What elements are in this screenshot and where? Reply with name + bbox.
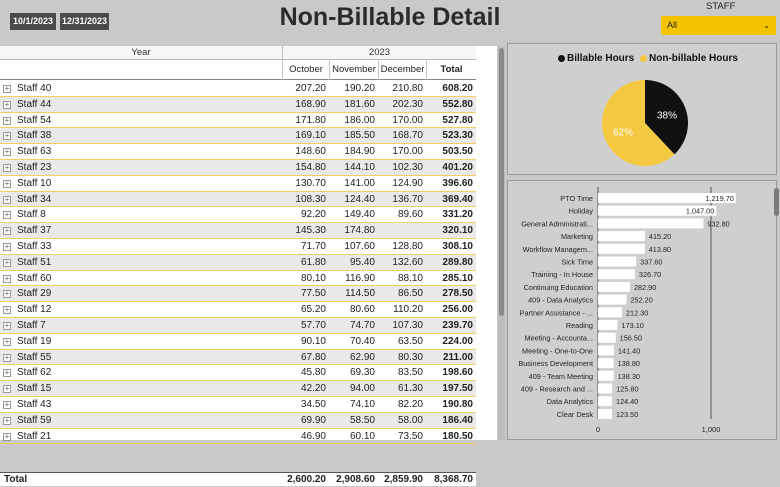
matrix-header-row-1 — [0, 46, 476, 60]
page-title: Non-Billable Detail — [279, 3, 501, 31]
x-tick-label: 1,000 — [701, 425, 721, 434]
expand-icon[interactable]: + — [4, 131, 10, 141]
table-row[interactable] — [0, 223, 476, 239]
cell-total: 401.20 — [442, 161, 473, 173]
cell-december: 132.60 — [392, 256, 423, 268]
cell-november: 184.90 — [344, 146, 375, 158]
bar[interactable] — [598, 244, 645, 254]
table-row[interactable] — [0, 429, 476, 445]
table-row[interactable] — [0, 334, 476, 350]
expand-icon[interactable]: + — [4, 352, 10, 362]
cell-november: 69.30 — [349, 367, 375, 379]
expand-icon[interactable]: + — [4, 273, 10, 283]
cell-december: 170.00 — [392, 146, 423, 158]
expand-icon[interactable]: + — [4, 368, 10, 378]
staff-name: Staff 15 — [17, 383, 52, 395]
data-label: 123.50 — [615, 409, 639, 419]
matrix-rows — [0, 81, 476, 444]
cell-total: 278.50 — [442, 288, 473, 300]
staff-name: Staff 21 — [17, 430, 52, 442]
expand-icon[interactable]: + — [4, 210, 10, 220]
matrix-scrollbar-thumb[interactable] — [499, 48, 504, 316]
cell-total: 331.20 — [442, 209, 473, 221]
cell-total: 239.70 — [442, 319, 473, 331]
column-header-year[interactable]: 2023 — [282, 46, 476, 60]
pie-slice-label-0: 38% — [656, 110, 677, 122]
expand-icon[interactable]: + — [4, 226, 10, 236]
expand-icon[interactable]: + — [4, 178, 10, 188]
column-header-november[interactable]: November — [329, 60, 378, 80]
cell-total: 552.80 — [442, 98, 473, 110]
staff-name: Staff 10 — [17, 177, 52, 189]
table-row[interactable] — [0, 144, 476, 160]
table-row[interactable] — [0, 350, 476, 366]
cell-october: 46.90 — [300, 430, 326, 442]
cell-november: 141.00 — [344, 177, 375, 189]
cell-december: 128.80 — [392, 240, 423, 252]
cell-december: 61.30 — [397, 383, 423, 395]
cell-total: 285.10 — [442, 272, 473, 284]
cell-november: 107.60 — [344, 240, 375, 252]
table-row[interactable] — [0, 365, 476, 381]
column-header-december[interactable]: December — [378, 60, 426, 80]
expand-icon[interactable]: + — [4, 162, 10, 172]
table-row[interactable] — [0, 176, 476, 192]
category-label: Workflow Managem... — [522, 244, 593, 254]
cell-total: 186.40 — [442, 414, 473, 426]
cell-december: 170.00 — [392, 114, 423, 126]
cell-total: 320.10 — [442, 225, 473, 237]
expand-icon[interactable]: + — [4, 99, 10, 109]
expand-icon[interactable]: + — [4, 384, 10, 394]
cell-december: 83.50 — [397, 367, 423, 379]
cell-november: 190.20 — [344, 83, 375, 94]
cell-october: 61.80 — [300, 256, 326, 268]
staff-name: Staff 23 — [17, 161, 52, 173]
cell-total: 256.00 — [442, 304, 473, 316]
table-row[interactable] — [0, 302, 476, 318]
cell-november: 94.00 — [349, 383, 375, 395]
cell-total: 308.10 — [442, 240, 473, 252]
cell-october: 42.20 — [300, 383, 326, 395]
category-label: Reading — [565, 321, 593, 330]
category-label: Clear Desk — [556, 409, 593, 419]
table-row[interactable] — [0, 286, 476, 302]
category-label: Marketing — [560, 232, 593, 242]
category-label: 409 - Research and ... — [520, 384, 593, 394]
table-row[interactable] — [0, 192, 476, 208]
category-label: 409 - Team Meeting — [528, 371, 593, 381]
nonbillable-bar-chart — [508, 181, 778, 441]
cell-november: 74.70 — [349, 319, 375, 331]
staff-name: Staff 37 — [17, 225, 52, 237]
billable-pie-panel — [507, 43, 777, 175]
data-label: 141.40 — [617, 346, 641, 356]
pie-slice-label-1: 62% — [613, 127, 634, 139]
cell-total: 190.80 — [442, 398, 473, 410]
staff-name: Staff 40 — [17, 83, 52, 94]
cell-november: 114.50 — [345, 288, 375, 300]
staff-name: Staff 38 — [17, 130, 52, 142]
table-row[interactable] — [0, 255, 476, 271]
total-november: 2,908.60 — [336, 474, 375, 485]
data-label: 415.20 — [648, 232, 672, 242]
staff-name: Staff 55 — [17, 351, 52, 363]
bar[interactable] — [598, 384, 612, 394]
category-label: Partner Assistance - ... — [519, 308, 593, 318]
staff-filter-dropdown[interactable] — [661, 16, 776, 35]
staff-filter-label: STAFF — [706, 1, 736, 12]
cell-october: 67.80 — [300, 351, 326, 363]
cell-december: 89.60 — [397, 209, 423, 221]
expand-icon[interactable]: + — [4, 194, 10, 204]
bar[interactable] — [598, 320, 618, 330]
matrix-scrollbar[interactable] — [498, 46, 505, 440]
staff-name: Staff 51 — [17, 256, 52, 268]
cell-october: 92.20 — [300, 209, 326, 221]
cell-october: 65.20 — [300, 304, 326, 316]
category-label: PTO Time — [560, 194, 593, 203]
cell-october: 57.70 — [300, 319, 326, 331]
cell-december: 82.20 — [397, 398, 423, 410]
cell-october: 171.80 — [295, 114, 326, 126]
legend-billable-label[interactable]: Billable Hours — [567, 53, 635, 64]
end-date-chip[interactable]: 12/31/2023 — [60, 13, 109, 30]
x-tick-label: 0 — [595, 425, 601, 434]
cell-total: 198.60 — [442, 367, 473, 379]
cell-october: 69.90 — [300, 414, 326, 426]
bar[interactable] — [598, 282, 630, 292]
table-row[interactable] — [0, 207, 476, 223]
table-row[interactable] — [0, 318, 476, 334]
cell-october: 71.70 — [300, 240, 326, 252]
total-grand: 8,368.70 — [434, 474, 473, 485]
staff-name: Staff 34 — [17, 193, 52, 205]
cell-november: 62.90 — [349, 351, 375, 363]
staff-name: Staff 63 — [17, 146, 52, 158]
bar[interactable] — [598, 307, 622, 317]
total-label: Total — [4, 474, 28, 485]
legend-nonbillable-label[interactable]: Non-billable Hours — [649, 53, 738, 64]
data-label: 932.80 — [707, 219, 730, 229]
cell-october: 77.50 — [300, 288, 326, 300]
expand-icon[interactable]: + — [4, 289, 10, 299]
expand-icon[interactable]: + — [4, 305, 10, 315]
nonbillable-bar-panel — [507, 180, 777, 440]
bar[interactable] — [598, 345, 614, 355]
bar[interactable] — [598, 295, 626, 305]
data-label: 1,047.00 — [685, 206, 715, 216]
cell-december: 80.30 — [397, 351, 423, 363]
column-header-total[interactable]: Total — [426, 60, 476, 80]
cell-december: 86.50 — [397, 288, 423, 300]
staff-name: Staff 54 — [17, 114, 52, 126]
staff-name: Staff 43 — [17, 398, 52, 410]
table-row[interactable] — [0, 413, 476, 429]
bar[interactable] — [598, 409, 612, 419]
category-label: Meeting - Accounta... — [524, 333, 593, 343]
expand-icon[interactable]: + — [4, 415, 10, 425]
cell-december: 63.50 — [397, 335, 423, 347]
bar[interactable] — [598, 333, 616, 343]
bar[interactable] — [598, 396, 612, 406]
category-label: Business Development — [518, 359, 593, 369]
category-label: Holiday — [568, 206, 593, 216]
staff-name: Staff 19 — [17, 335, 52, 347]
data-label: 413.80 — [648, 244, 672, 254]
cell-total: 527.80 — [442, 114, 473, 126]
total-december: 2,859.90 — [384, 474, 423, 485]
matrix-total-row — [0, 472, 476, 486]
data-label: 282.90 — [633, 282, 657, 292]
cell-december: 202.30 — [392, 98, 423, 110]
category-label: Data Analytics — [546, 397, 593, 407]
category-label: Meeting - One-to-One — [522, 346, 593, 356]
chevron-down-icon: ⌄ — [763, 21, 770, 30]
cell-october: 80.10 — [300, 272, 326, 284]
category-label: General Administrati... — [521, 219, 593, 229]
pie-chart — [508, 44, 778, 176]
cell-november: 149.40 — [344, 209, 375, 221]
data-label: 125.80 — [616, 384, 639, 394]
expand-icon[interactable]: + — [4, 84, 10, 93]
data-label: 138.30 — [617, 371, 640, 381]
cell-october: 148.60 — [295, 146, 326, 158]
bar[interactable] — [598, 257, 636, 267]
data-label: 138.80 — [617, 359, 641, 369]
data-label: 337.60 — [640, 257, 663, 267]
cell-total: 396.60 — [442, 177, 473, 189]
cell-november: 124.40 — [344, 193, 375, 205]
category-label: Training - In House — [531, 270, 593, 280]
table-row[interactable] — [0, 397, 476, 413]
start-date-chip[interactable]: 10/1/2023 — [10, 13, 56, 30]
cell-total: 608.20 — [442, 83, 473, 94]
bar[interactable] — [598, 269, 635, 279]
data-label: 252.20 — [630, 295, 653, 305]
cell-december: 73.50 — [397, 430, 423, 442]
expand-icon[interactable]: + — [4, 336, 10, 346]
row-header-year[interactable]: Year — [131, 47, 151, 58]
staff-name: Staff 44 — [17, 98, 52, 110]
cell-december: 124.90 — [392, 177, 423, 189]
expand-icon[interactable]: + — [4, 257, 10, 267]
expand-icon[interactable]: + — [4, 399, 10, 409]
cell-total: 523.30 — [442, 130, 473, 142]
staff-matrix-table — [0, 46, 497, 485]
cell-december: 210.80 — [392, 83, 423, 94]
expand-icon[interactable]: + — [4, 320, 10, 330]
cell-october: 90.10 — [300, 335, 326, 347]
category-label: Sick Time — [561, 257, 593, 267]
cell-october: 45.80 — [300, 367, 326, 379]
data-label: 212.30 — [625, 308, 649, 318]
bar[interactable] — [598, 231, 645, 241]
cell-december: 110.20 — [393, 304, 423, 316]
cell-total: 224.00 — [442, 335, 473, 347]
bar-chart-scrollbar-thumb[interactable] — [774, 188, 779, 216]
cell-november: 58.50 — [349, 414, 375, 426]
staff-name: Staff 60 — [17, 272, 52, 284]
cell-november: 70.40 — [349, 335, 375, 347]
cell-november: 116.90 — [345, 272, 375, 284]
cell-november: 174.80 — [344, 225, 375, 237]
staff-name: Staff 8 — [17, 209, 46, 221]
cell-october: 130.70 — [295, 177, 326, 189]
expand-icon[interactable]: + — [4, 431, 10, 441]
cell-november: 74.10 — [349, 398, 375, 410]
data-label: 173.10 — [621, 321, 644, 330]
data-label: 1,219.70 — [705, 194, 734, 203]
cell-december: 102.30 — [392, 161, 423, 173]
staff-name: Staff 12 — [17, 304, 52, 316]
cell-december: 88.10 — [397, 272, 423, 284]
cell-total: 180.50 — [442, 430, 473, 442]
cell-october: 169.10 — [295, 130, 326, 142]
cell-october: 207.20 — [295, 83, 326, 94]
bar[interactable] — [598, 358, 614, 368]
data-label: 156.50 — [619, 333, 643, 343]
cell-october: 34.50 — [300, 398, 326, 410]
cell-total: 503.50 — [442, 146, 473, 158]
data-label: 326.70 — [638, 270, 662, 280]
cell-october: 145.30 — [295, 225, 326, 237]
table-row[interactable] — [0, 271, 476, 287]
staff-name: Staff 29 — [17, 288, 52, 300]
matrix-header-row-2 — [0, 60, 476, 80]
cell-total: 289.80 — [442, 256, 473, 268]
cell-december: 58.00 — [397, 414, 423, 426]
bar[interactable] — [598, 218, 703, 228]
cell-total: 211.00 — [442, 351, 473, 363]
cell-october: 168.90 — [295, 98, 326, 110]
cell-october: 154.80 — [295, 161, 326, 173]
table-row[interactable] — [0, 113, 476, 129]
total-october: 2,600.20 — [287, 474, 326, 485]
table-row[interactable] — [0, 239, 476, 255]
staff-name: Staff 7 — [17, 319, 46, 331]
cell-december: 107.30 — [392, 319, 423, 331]
column-header-october[interactable]: October — [282, 60, 329, 80]
expand-icon[interactable]: + — [4, 115, 10, 125]
cell-november: 186.00 — [344, 114, 375, 126]
staff-filter-value: All — [667, 20, 678, 30]
cell-november: 144.10 — [344, 161, 375, 173]
staff-name: Staff 59 — [17, 414, 52, 426]
cell-november: 185.50 — [344, 130, 375, 142]
staff-name: Staff 33 — [17, 240, 52, 252]
cell-december: 136.70 — [392, 193, 423, 205]
expand-icon[interactable]: + — [4, 147, 10, 157]
cell-november: 80.60 — [349, 304, 375, 316]
cell-november: 95.40 — [349, 256, 375, 268]
table-row[interactable] — [0, 128, 476, 144]
table-row[interactable] — [0, 160, 476, 176]
cell-october: 108.30 — [295, 193, 326, 205]
bar[interactable] — [598, 371, 614, 381]
cell-december: 168.70 — [392, 130, 423, 142]
category-label: Continuing Education — [523, 282, 593, 292]
expand-icon[interactable]: + — [4, 241, 10, 251]
cell-november: 181.60 — [344, 98, 375, 110]
staff-name: Staff 62 — [17, 367, 52, 379]
cell-total: 197.50 — [442, 383, 473, 395]
cell-total: 369.40 — [442, 193, 473, 205]
table-row[interactable] — [0, 97, 476, 113]
data-label: 124.40 — [616, 397, 639, 407]
table-row[interactable] — [0, 81, 476, 97]
cell-november: 60.10 — [349, 430, 375, 442]
category-label: 409 - Data Analytics — [528, 295, 593, 305]
table-row[interactable] — [0, 381, 476, 397]
